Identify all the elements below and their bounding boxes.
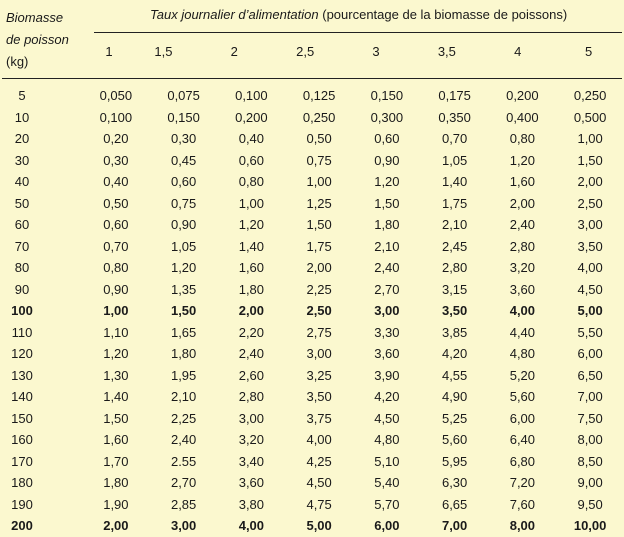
rate-cell: 0,80 [103,260,129,276]
col-header: 1 [105,44,113,59]
rate-cell: 1,00 [103,303,129,319]
rate-cell: 4,40 [509,324,536,340]
rate-values [44,196,624,211]
rate-cell: 3,50 [441,303,468,319]
rate-cell: 6,00 [374,518,400,534]
rate-cell: 2,75 [306,324,332,340]
rate-cell: 0,125 [302,88,336,104]
rate-cell: 1,20 [509,152,536,168]
rate-cell: 1,35 [170,281,197,297]
rate-cell: 1,20 [238,217,265,233]
rate-cell: 3,25 [306,367,332,383]
title-italic: Taux journalier d’alimentation [150,7,319,22]
table-row [0,451,624,473]
rate-values [44,389,624,404]
table-row [0,171,624,193]
rate-cell: 0,20 [103,131,129,147]
rate-cell: 1,30 [103,367,129,383]
rate-cell: 3,00 [170,518,197,534]
rate-cell: 2,25 [306,281,332,297]
rate-cell: 5,95 [441,453,468,469]
rate-cell: 2,50 [306,303,332,319]
rate-cell: 7,60 [509,496,536,512]
rate-values [44,131,624,146]
rate-cell: 0,75 [170,195,197,211]
rate-cell: 5,40 [374,475,400,491]
rate-cell: 1,50 [374,195,400,211]
rate-values [44,260,624,275]
biomass-cell: 110 [11,324,33,340]
rate-cell: 6,30 [441,475,468,491]
rate-cell: 3,80 [238,496,265,512]
rate-cell: 3,40 [238,453,265,469]
rate-cell: 4,55 [441,367,468,383]
rate-cell: 1,10 [103,324,129,340]
rate-cell: 0,60 [103,217,129,233]
rate-cell: 3,00 [238,410,265,426]
rate-cell: 6,50 [577,367,603,383]
rate-cell: 5,60 [441,432,468,448]
rate-cell: 1,20 [374,174,400,190]
rate-cell: 1,00 [238,195,265,211]
biomass-cell: 100 [11,303,33,319]
rate-cell: 1,25 [306,195,332,211]
biomass-cell: 200 [11,518,33,534]
rate-cell: 2,25 [170,410,197,426]
rate-cell: 0,60 [374,131,400,147]
rate-cell: 8,00 [577,432,603,448]
rate-values [44,239,624,254]
rate-cell: 4,20 [441,346,468,362]
rate-cell: 1,95 [170,367,197,383]
rate-cell: 0,350 [438,109,471,125]
rate-cell: 4,00 [509,303,536,319]
biomass-cell: 5 [18,88,26,104]
rate-cell: 4,00 [577,260,603,276]
rate-cell: 2,50 [577,195,603,211]
table-row [0,515,624,537]
rate-cell: 4,50 [374,410,400,426]
table-row [0,408,624,430]
col-header: 1,5 [154,44,173,59]
rate-cell: 4,00 [306,432,332,448]
body-divider [2,78,622,79]
rate-cell: 1,65 [170,324,197,340]
rate-cell: 1,75 [306,238,332,254]
biomass-cell: 80 [14,260,30,276]
rate-cell: 1,40 [441,174,468,190]
biomass-cell: 140 [11,389,33,405]
rate-values [44,217,624,232]
rate-cell: 1,05 [441,152,468,168]
table-body [0,85,624,537]
rate-cell: 4,00 [238,518,265,534]
rate-cell: 1,00 [306,174,332,190]
rate-cell: 1,20 [103,346,129,362]
rate-cell: 0,050 [99,88,133,104]
table-row [0,150,624,172]
rate-cell: 2,10 [170,389,197,405]
rate-cell: 10,00 [573,518,607,534]
rate-cell: 0,40 [103,174,129,190]
rate-cell: 0,200 [235,109,268,125]
rate-values [44,346,624,361]
rate-cell: 0,200 [506,88,539,104]
rate-cell: 5,20 [509,367,536,383]
rate-cell: 0,80 [509,131,536,147]
title-rest: (pourcentage de la biomasse de poissons) [318,7,568,22]
table-title [150,7,620,22]
rate-cell: 3,75 [306,410,332,426]
biomass-cell: 50 [14,195,30,211]
biomass-cell: 10 [14,109,30,125]
table-row [0,279,624,301]
rate-cell: 2,80 [238,389,265,405]
rate-cell: 0,075 [167,88,200,104]
table-row [0,128,624,150]
rate-values [44,153,624,168]
rate-cell: 0,175 [438,88,471,104]
rate-cell: 6,00 [509,410,536,426]
col-header: 3 [372,44,380,59]
biomass-column-header [6,7,98,73]
rate-cell: 1,50 [103,410,129,426]
rate-values [44,432,624,447]
table-row [0,429,624,451]
rate-cell: 2,00 [577,174,603,190]
rate-cell: 3,20 [238,432,265,448]
rate-cell: 4,20 [374,389,400,405]
col-header: 4 [514,44,522,59]
rate-cell: 1,90 [103,496,129,512]
table-row [0,236,624,258]
rate-cell: 0,300 [370,109,404,125]
rate-values [44,518,624,533]
biomass-cell: 90 [14,281,30,297]
rate-cell: 0,500 [573,109,607,125]
rate-cell: 1,60 [103,432,129,448]
rate-cell: 6,65 [441,496,468,512]
biomass-cell: 130 [11,367,33,383]
table-row [0,322,624,344]
rate-cell: 0,75 [306,152,332,168]
rate-cell: 7,20 [509,475,536,491]
rate-values [44,110,624,125]
biomass-cell: 190 [11,496,33,512]
biomass-cell: 150 [11,410,33,426]
table-row [0,343,624,365]
rate-cell: 1,60 [238,260,265,276]
rate-cell: 0,40 [238,131,265,147]
rate-cell: 0,100 [235,88,268,104]
biomass-cell: 60 [14,217,30,233]
rate-cell: 0,60 [170,174,197,190]
biomass-cell: 120 [11,346,33,362]
rate-cell: 1,50 [170,303,197,319]
rate-cell: 1,40 [103,389,129,405]
rate-cell: 9,00 [577,475,603,491]
rate-cell: 2.55 [170,453,197,469]
rate-cell: 5,25 [441,410,468,426]
rate-cell: 5,60 [509,389,536,405]
rate-cell: 1,75 [441,195,468,211]
rate-cell: 2,20 [238,324,265,340]
rate-values [44,497,624,512]
rate-cell: 0,150 [370,88,404,104]
rate-cell: 0,90 [374,152,400,168]
col-header: 2,5 [296,44,315,59]
rate-cell: 1,05 [170,238,197,254]
rate-cell: 1,40 [238,238,265,254]
rate-cell: 4,25 [306,453,332,469]
rate-cell: 1,50 [577,152,603,168]
table-row [0,494,624,516]
rate-cell: 3,60 [374,346,400,362]
rate-cell: 2,40 [238,346,265,362]
rate-cell: 0,250 [573,88,607,104]
rate-cell: 0,250 [302,109,336,125]
biomass-cell: 180 [11,475,33,491]
rate-cell: 3,90 [374,367,400,383]
rate-cell: 3,60 [509,281,536,297]
rate-cell: 2,00 [509,195,536,211]
rate-cell: 0,30 [170,131,197,147]
rate-cell: 0,60 [238,152,265,168]
rate-cell: 0,100 [99,109,133,125]
rate-values [44,454,624,469]
rate-cell: 2,10 [441,217,468,233]
rate-cell: 2,60 [238,367,265,383]
rate-cell: 1,80 [238,281,265,297]
biomass-header-unit: (kg) [6,54,29,69]
table-row [0,85,624,107]
rate-cell: 3,20 [509,260,536,276]
biomass-header-line1: Biomasse [6,10,64,25]
col-header: 3,5 [437,44,456,59]
rate-cell: 1,60 [509,174,536,190]
rate-values [44,282,624,297]
rate-cell: 4,80 [509,346,536,362]
table-row [0,193,624,215]
rate-cell: 7,00 [441,518,468,534]
rate-cell: 3,50 [306,389,332,405]
rate-cell: 2,40 [374,260,400,276]
rate-cell: 7,50 [577,410,603,426]
rate-cell: 6,80 [509,453,536,469]
rate-cell: 1,80 [374,217,400,233]
rate-values [44,303,624,318]
col-header: 2 [230,44,238,59]
rate-values [44,325,624,340]
rate-cell: 2,00 [103,518,129,534]
biomass-cell: 30 [14,152,30,168]
rate-cell: 0,90 [103,281,129,297]
rate-cell: 1,20 [170,260,197,276]
biomass-cell: 20 [14,131,30,147]
rate-cell: 0,80 [238,174,265,190]
biomass-cell: 40 [14,174,30,190]
rate-cell: 2,00 [238,303,265,319]
rate-cell: 2,40 [170,432,197,448]
rate-cell: 0,150 [167,109,200,125]
rate-values [44,88,624,103]
rate-cell: 2,00 [306,260,332,276]
rate-values [44,174,624,189]
rate-cell: 3,50 [577,238,603,254]
rate-cell: 3,85 [441,324,468,340]
rate-cell: 8,50 [577,453,603,469]
rate-cell: 8,00 [509,518,536,534]
rate-cell: 1,80 [170,346,197,362]
table-row [0,300,624,322]
rate-cell: 2,85 [170,496,197,512]
rate-cell: 6,00 [577,346,603,362]
rate-cell: 0,50 [306,131,332,147]
biomass-header-line2: de poisson [6,32,69,47]
table-row [0,214,624,236]
rate-cell: 5,70 [374,496,400,512]
rate-cell: 9,50 [577,496,603,512]
table-row [0,472,624,494]
rate-cell: 3,15 [441,281,468,297]
biomass-cell: 70 [14,238,30,254]
rate-cell: 4,50 [306,475,332,491]
rate-values [44,411,624,426]
rate-cell: 5,00 [306,518,332,534]
rate-cell: 3,00 [306,346,332,362]
table-row [0,365,624,387]
rate-cell: 0,50 [103,195,129,211]
rate-cell: 0,45 [170,152,197,168]
rate-cell: 4,50 [577,281,603,297]
rate-cell: 0,70 [103,238,129,254]
rate-cell: 2,70 [374,281,400,297]
rate-cell: 3,60 [238,475,265,491]
rate-cell: 7,00 [577,389,603,405]
rate-cell: 3,00 [577,217,603,233]
rate-cell: 0,30 [103,152,129,168]
rate-cell: 5,00 [577,303,603,319]
rate-cell: 3,30 [374,324,400,340]
rate-column-headers [90,44,624,59]
rate-cell: 2,80 [509,238,536,254]
rate-cell: 1,80 [103,475,129,491]
rate-cell: 4,90 [441,389,468,405]
rate-cell: 2,40 [509,217,536,233]
rate-cell: 3,00 [374,303,400,319]
rate-cell: 4,80 [374,432,400,448]
rate-cell: 1,70 [103,453,129,469]
rate-cell: 1,00 [577,131,603,147]
rate-cell: 0,400 [506,109,539,125]
rate-values [44,368,624,383]
rate-cell: 4,75 [306,496,332,512]
rate-cell: 0,90 [170,217,197,233]
rate-values [44,475,624,490]
rate-cell: 2,80 [441,260,468,276]
table-row [0,386,624,408]
header-divider [94,32,622,33]
rate-cell: 2,45 [441,238,468,254]
rate-cell: 2,70 [170,475,197,491]
rate-cell: 0,70 [441,131,468,147]
rate-cell: 6,40 [509,432,536,448]
rate-cell: 1,50 [306,217,332,233]
table-row [0,257,624,279]
rate-cell: 2,10 [374,238,400,254]
table-row [0,107,624,129]
rate-cell: 5,50 [577,324,603,340]
biomass-cell: 160 [11,432,33,448]
col-header: 5 [584,44,593,59]
rate-cell: 5,10 [374,453,400,469]
biomass-cell: 170 [11,453,33,469]
